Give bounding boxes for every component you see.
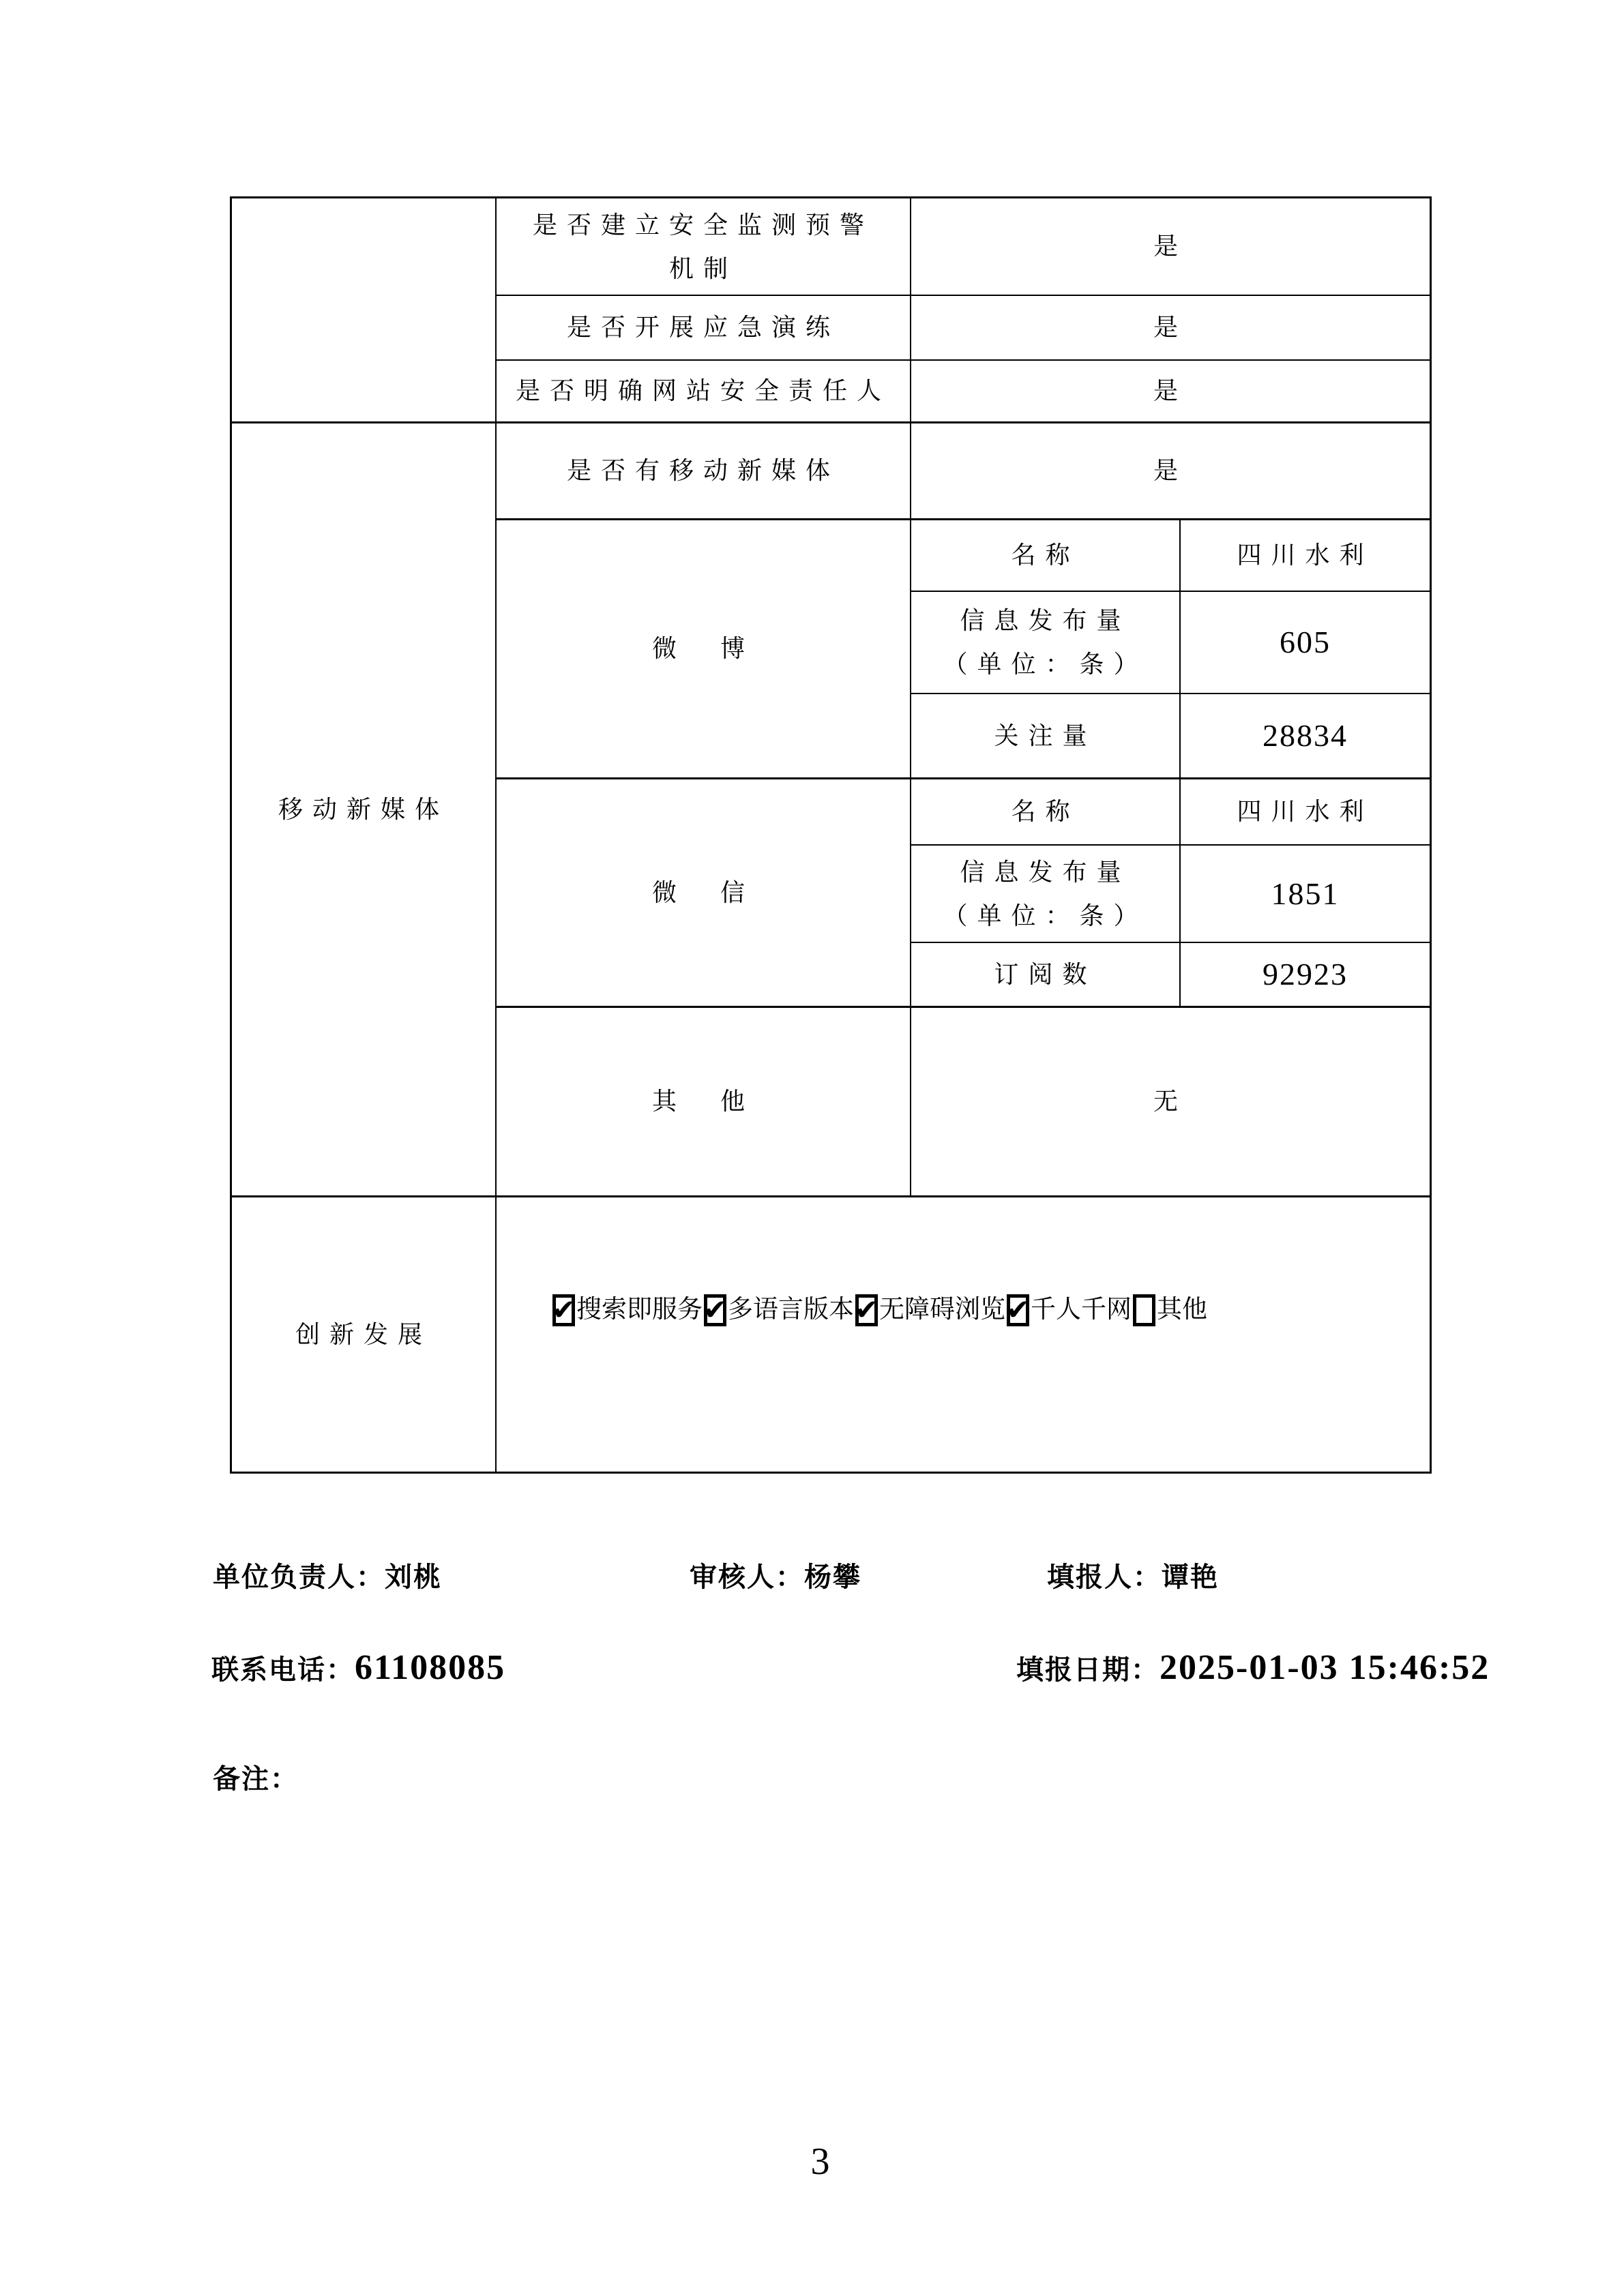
responsible-label: 单位负责人： <box>213 1562 385 1592</box>
innovation-option-label: 其他 <box>1157 1295 1207 1324</box>
innovation-option-label: 千人千网 <box>1031 1295 1132 1324</box>
weibo-publish-label-line1: 信息发布量 <box>960 607 1131 634</box>
filler-name: 谭艳 <box>1162 1562 1219 1592</box>
question-monitor-warning-line1: 是否建立安全监测预警 <box>532 211 874 239</box>
question-emergency-drill: 是否开展应急演练 <box>497 296 911 361</box>
question-monitor-warning <box>497 198 911 296</box>
weibo-label: 微 博 <box>497 520 911 779</box>
reviewer-label: 审核人： <box>690 1562 804 1592</box>
responsible-name: 刘桃 <box>385 1562 442 1592</box>
answer-monitor-warning: 是 <box>911 198 1430 296</box>
filler-person <box>1047 1562 1219 1593</box>
check-mark-icon: ✔ <box>551 1293 576 1326</box>
security-section-empty-cell <box>232 198 497 423</box>
date-label: 填报日期： <box>1016 1654 1160 1685</box>
reviewer-name: 杨攀 <box>804 1562 861 1592</box>
wechat-publish-count: 1851 <box>1181 846 1430 943</box>
wechat-publish-label <box>911 846 1181 943</box>
section-label-mobile-media: 移动新媒体 <box>232 423 497 1197</box>
check-mark-icon: ✔ <box>703 1293 728 1326</box>
answer-has-mobile-media: 是 <box>911 423 1430 520</box>
section-label-innovation: 创新发展 <box>232 1197 497 1472</box>
page-number: 3 <box>810 2141 830 2183</box>
answer-security-responsible: 是 <box>911 361 1430 423</box>
other-media-label: 其 他 <box>497 1008 911 1197</box>
innovation-option-label: 无障碍浏览 <box>879 1295 1005 1324</box>
check-mark-icon: ✔ <box>854 1293 879 1326</box>
phone-number: 61108085 <box>355 1648 506 1687</box>
filler-label: 填报人： <box>1047 1562 1162 1592</box>
responsible-person <box>213 1562 442 1593</box>
innovation-option-label: 搜索即服务 <box>576 1295 703 1324</box>
wechat-publish-label-line2: （单位：条） <box>943 901 1148 929</box>
question-has-mobile-media: 是否有移动新媒体 <box>497 423 911 520</box>
wechat-label: 微 信 <box>497 779 911 1008</box>
wechat-name-label: 名称 <box>911 779 1181 846</box>
weibo-publish-count: 605 <box>1181 592 1430 694</box>
checked-checkbox-icon <box>704 1294 726 1326</box>
question-security-responsible: 是否明确网站安全责任人 <box>497 361 911 423</box>
innovation-options-line <box>551 1294 1207 1326</box>
weibo-name-label: 名称 <box>911 520 1181 592</box>
question-monitor-warning-line2: 机制 <box>668 254 737 282</box>
unchecked-checkbox-icon <box>1133 1294 1155 1326</box>
wechat-subscribe-count: 92923 <box>1181 943 1430 1008</box>
reviewer-person <box>690 1562 861 1593</box>
report-table <box>230 196 1432 1474</box>
check-mark-icon: ✔ <box>1005 1293 1031 1326</box>
report-date <box>1016 1648 1490 1688</box>
other-media-answer: 无 <box>911 1008 1430 1197</box>
remark-label: 备注： <box>213 1763 299 1794</box>
remark <box>213 1763 299 1795</box>
weibo-publish-label-line2: （单位：条） <box>943 651 1148 678</box>
phone-label: 联系电话： <box>211 1654 355 1685</box>
answer-emergency-drill: 是 <box>911 296 1430 361</box>
checked-checkbox-icon <box>552 1294 575 1326</box>
weibo-followers-count: 28834 <box>1181 694 1430 779</box>
innovation-content-cell <box>497 1197 1430 1472</box>
innovation-option-label: 多语言版本 <box>728 1295 854 1324</box>
contact-phone <box>211 1648 505 1688</box>
wechat-subscribe-label: 订阅数 <box>911 943 1181 1008</box>
weibo-publish-label <box>911 592 1181 694</box>
weibo-name-value: 四川水利 <box>1181 520 1430 592</box>
wechat-publish-label-line1: 信息发布量 <box>960 858 1131 886</box>
checked-checkbox-icon <box>1007 1294 1029 1326</box>
weibo-followers-label: 关注量 <box>911 694 1181 779</box>
wechat-name-value: 四川水利 <box>1181 779 1430 846</box>
checked-checkbox-icon <box>855 1294 878 1326</box>
date-value: 2025-01-03 15:46:52 <box>1160 1648 1490 1687</box>
